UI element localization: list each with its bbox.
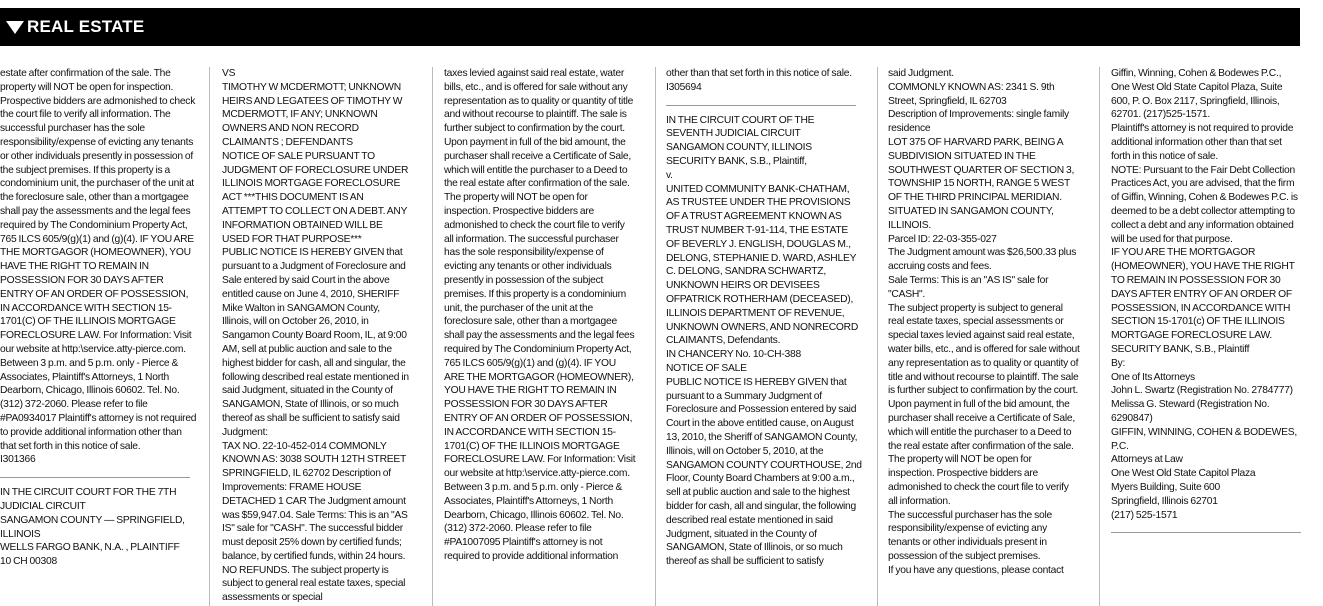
- notice-divider: [0, 477, 190, 478]
- column-rule: [1099, 67, 1100, 606]
- notice-divider: [1111, 532, 1301, 533]
- column-rule: [877, 67, 878, 606]
- notice-divider: [666, 105, 856, 106]
- column-6: [1111, 67, 1301, 606]
- column-4: [666, 67, 862, 606]
- section-title: REAL ESTATE: [27, 17, 145, 36]
- notice-text: estate after confirmation of the sale. The property will NOT be open for inspection. Prospective bidders are admonished to check the court file to verify all information. The successful purchaser has the sole responsibility/expense of evicting any tenants or other individuals presently in possession of the subject premises. If this property is a condominium unit, the purchaser of the unit at the foreclosure sale, other than a mortgagee shall pay the assessments and the legal fees required by The Condominium Property Act, 765 ILCS 605/9(g)(1) and (g)(4). IF YOU ARE THE MORTGAGOR (HOMEOWNER), YOU HAVE THE RIGHT TO REMAIN IN POSSESSION FOR 30 DAYS AFTER ENTRY OF AN ORDER OF POSSESSION, IN ACCORDANCE WITH SECTION 15-1701(C) OF THE ILLINOIS MORTGAGE FORECLOSURE LAW. For Information: Visit our website at http:\service.atty-pierce.com. Between 3 p.m. and 5 p.m. only - Pierce & Associates, Plaintiff's Attorneys, 1 North Dearborn, Chicago, Illinois 60602. Tel. No. (312) 372-2060. Please refer to file #PA0934017 Plaintiff's attorney is not required to provide additional information other than that set forth in this notice of sale. I301366: [0, 68, 197, 466]
- column-1: [0, 67, 198, 606]
- notice-text: IN THE CIRCUIT COURT OF THE SEVENTH JUDICIAL CIRCUIT SANGAMON COUNTY, ILLINOIS SECURITY BANK, S.B., Plaintiff, v. UNITED COMMUNITY BANK-CHATHAM, AS TRUSTEE UNDER THE PROVISIONS OF A TRUST AGREEMENT KNOWN AS TRUST NUMBER T-91-114, THE ESTATE OF BEVERLY J. ENGLISH, DOUGLAS M., DELONG, STEPHANIE D. WARD, ASHLEY C. DELONG, SANDRA SCHWARTZ, UNKNOWN HEIRS OR DEVISEES OFPATRICK ROTHERHAM (DECEASED), ILLINOIS DEPARTMENT OF REVENUE, UNKNOWN OWNERS, AND NONRECORD CLAIMANTS, Defendants. IN CHANCERY No. 10-CH-388 NOTICE OF SALE PUBLIC NOTICE IS HEREBY GIVEN that pursuant to a Summary Judgment of Foreclosure and Possession entered by said Court in the above entitled cause, on August 13, 2010, the Sheriff of SANGAMON County, Illinois, will on October 5, 2010, at the SANGAMON COUNTY COURTHOUSE, 2nd Floor, County Board Chambers at 9:00 a.m., sell at public auction and sale to the highest bidder for cash, all and singular, the following described real estate mentioned in said Judgment, situated in the County of SANGAMON, State of Illinois, or so much thereof as shall be sufficient to satisfy: [666, 114, 862, 568]
- notice-text: IN THE CIRCUIT COURT FOR THE 7TH JUDICIAL CIRCUIT SANGAMON COUNTY — SPRINGFIELD, ILLINOIS WELLS FARGO BANK, N.A. , PLAINTIFF 10 CH 00308: [0, 487, 185, 568]
- column-rule: [655, 67, 656, 606]
- triangle-down-icon: [6, 21, 24, 34]
- notice-text: other than that set forth in this notice of sale. I305694: [666, 68, 852, 93]
- column-5: [888, 67, 1080, 606]
- notice-text: Giffin, Winning, Cohen & Bodewes P.C., One West Old State Capitol Plaza, Suite 600, P. O. Box 2117, Springfield, Illinois, 62701. (217)525-1571. Plaintiff's attorney is not required to provide additional information other than that set forth in this notice of sale. NOTE: Pursuant to the Fair Debt Collection Practices Act, you are advised, that the firm of Giffin, Winning, Cohen & Bodewes P.C. is deemed to be a debt collector attempting to collect a debt and any information obtained will be used for that purpose. IF YOU ARE THE MORTGAGOR (HOMEOWNER), YOU HAVE THE RIGHT TO REMAIN IN POSSESSION FOR 30 DAYS AFTER ENTRY OF AN ORDER OF POSSESSION, IN ACCORDANCE WITH SECTION 15-1701(c) OF THE ILLINOIS MORTGAGE FORECLOSURE LAW. SECURITY BANK, S.B., Plaintiff By: One of Its Attorneys John L. Swartz (Registration No. 2784777) Melissa G. Steward (Registration No. 6290847) GIFFIN, WINNING, COHEN & BODEWES, P.C. Attorneys at Law One West Old State Capitol Plaza Myers Building, Suite 600 Springfield, Illinois 62701 (217) 525-1571: [1111, 68, 1298, 521]
- notice-text: said Judgment. COMMONLY KNOWN AS: 2341 S. 9th Street, Springfield, IL 62703 Description of Improvements: single family residence LOT 375 OF HARVARD PARK, BEING A SUBDIVISION SITUATED IN THE SOUTHWEST QUARTER OF SECTION 3, TOWNSHIP 15 NORTH, RANGE 5 WEST OF THE THIRD PRINCIPAL MERIDIAN. SITUATED IN SANGAMON COUNTY, ILLINOIS. Parcel ID: 22-03-355-027 The Judgment amount was $26,500.33 plus accruing costs and fees. Sale Terms: This is an "AS IS" sale for "CASH". The subject property is subject to general real estate taxes, special assessments or special taxes levied against said real estate, water bills, etc., and is offered for sale without any representation as to quality or quantity of title and without recourse to plaintiff. The sale is further subject to confirmation by the court. Upon payment in full of the bid amount, the purchaser shall receive a Certificate of Sale, which will entitle the purchaser to a Deed to the real estate after confirmation of the sale. The property will NOT be open for inspection. Prospective bidders are admonished to check the court file to verify all information. The successful purchaser has the sole responsibility/expense of evicting any tenants or other individuals present in possession of the subject premises. If you have any questions, please contact: [888, 68, 1080, 576]
- column-rule: [209, 67, 210, 606]
- column-3: [444, 67, 636, 606]
- column-2: [222, 67, 410, 606]
- column-rule: [432, 67, 433, 606]
- notice-text: VS TIMOTHY W MCDERMOTT; UNKNOWN HEIRS AND LEGATEES OF TIMOTHY W MCDERMOTT, IF ANY; UNKNOWN OWNERS AND NON RECORD CLAIMANTS ; DEFENDANTS NOTICE OF SALE PURSUANT TO JUDGMENT OF FORECLOSURE UNDER ILLINOIS MORTGAGE FORECLOSURE ACT ***THIS DOCUMENT IS AN ATTEMPT TO COLLECT ON A DEBT. ANY INFORMATION OBTAINED WILL BE USED FOR THAT PURPOSE*** PUBLIC NOTICE IS HEREBY GIVEN that pursuant to a Judgment of Foreclosure and Sale entered by said Court in the above entitled cause on June 4, 2010, SHERIFF Mike Walton in SANGAMON County, Illinois, will on October 26, 2010, in Sangamon County Board Room, IL, at 9:00 AM, sell at public auction and sale to the highest bidder for cash, all and singular, the following described real estate mentioned in said Judgment, situated in the County of SANGAMON, State of Illinois, or so much thereof as shall be sufficient to satisfy said Judgment: TAX NO. 22-10-452-014 COMMONLY KNOWN AS: 3038 SOUTH 12TH STREET SPRINGFIELD, IL 62702 Description of Improvements: FRAME HOUSE DETACHED 1 CAR The Judgment amount was $59,947.04. Sale Terms: This is an "AS IS" sale for "CASH". The successful bidder must deposit 25% down by certified funds; balance, by certified funds, within 24 hours. NO REFUNDS. The subject property is subject to general real estate taxes, special assessments or special: [222, 68, 409, 604]
- notice-text: taxes levied against said real estate, water bills, etc., and is offered for sale without any representation as to quality or quantity of title and without recourse to plaintiff. The sale is further subject to confirmation by the court. Upon payment in full of the bid amount, the purchaser shall receive a Certificate of Sale, which will entitle the purchaser to a Deed to the real estate after confirmation of the sale. The property will NOT be open for inspection. Prospective bidders are admonished to check the court file to verify all information. The successful purchaser has the sole responsibility/expense of evicting any tenants or other individuals presently in possession of the subject premises. If this property is a condominium unit, the purchaser of the unit at the foreclosure sale, other than a mortgagee shall pay the assessments and the legal fees required by The Condominium Property Act, 765 ILCS 605/9(g)(1) and (g)(4). IF YOU ARE THE MORTGAGOR (HOMEOWNER), YOU HAVE THE RIGHT TO REMAIN IN POSSESSION FOR 30 DAYS AFTER ENTRY OF AN ORDER OF POSSESSION, IN ACCORDANCE WITH SECTION 15-1701(C) OF THE ILLINOIS MORTGAGE FORECLOSURE LAW. For Information: Visit our website at http:\service.atty-pierce.com. Between 3 p.m. and 5 p.m. only - Pierce & Associates, Plaintiff's Attorneys, 1 North Dearborn, Chicago, Illinois 60602. Tel. No. (312) 372-2060. Please refer to file #PA1007095 Plaintiff's attorney is not required to provide additional information: [444, 68, 638, 562]
- section-header: [0, 8, 1300, 46]
